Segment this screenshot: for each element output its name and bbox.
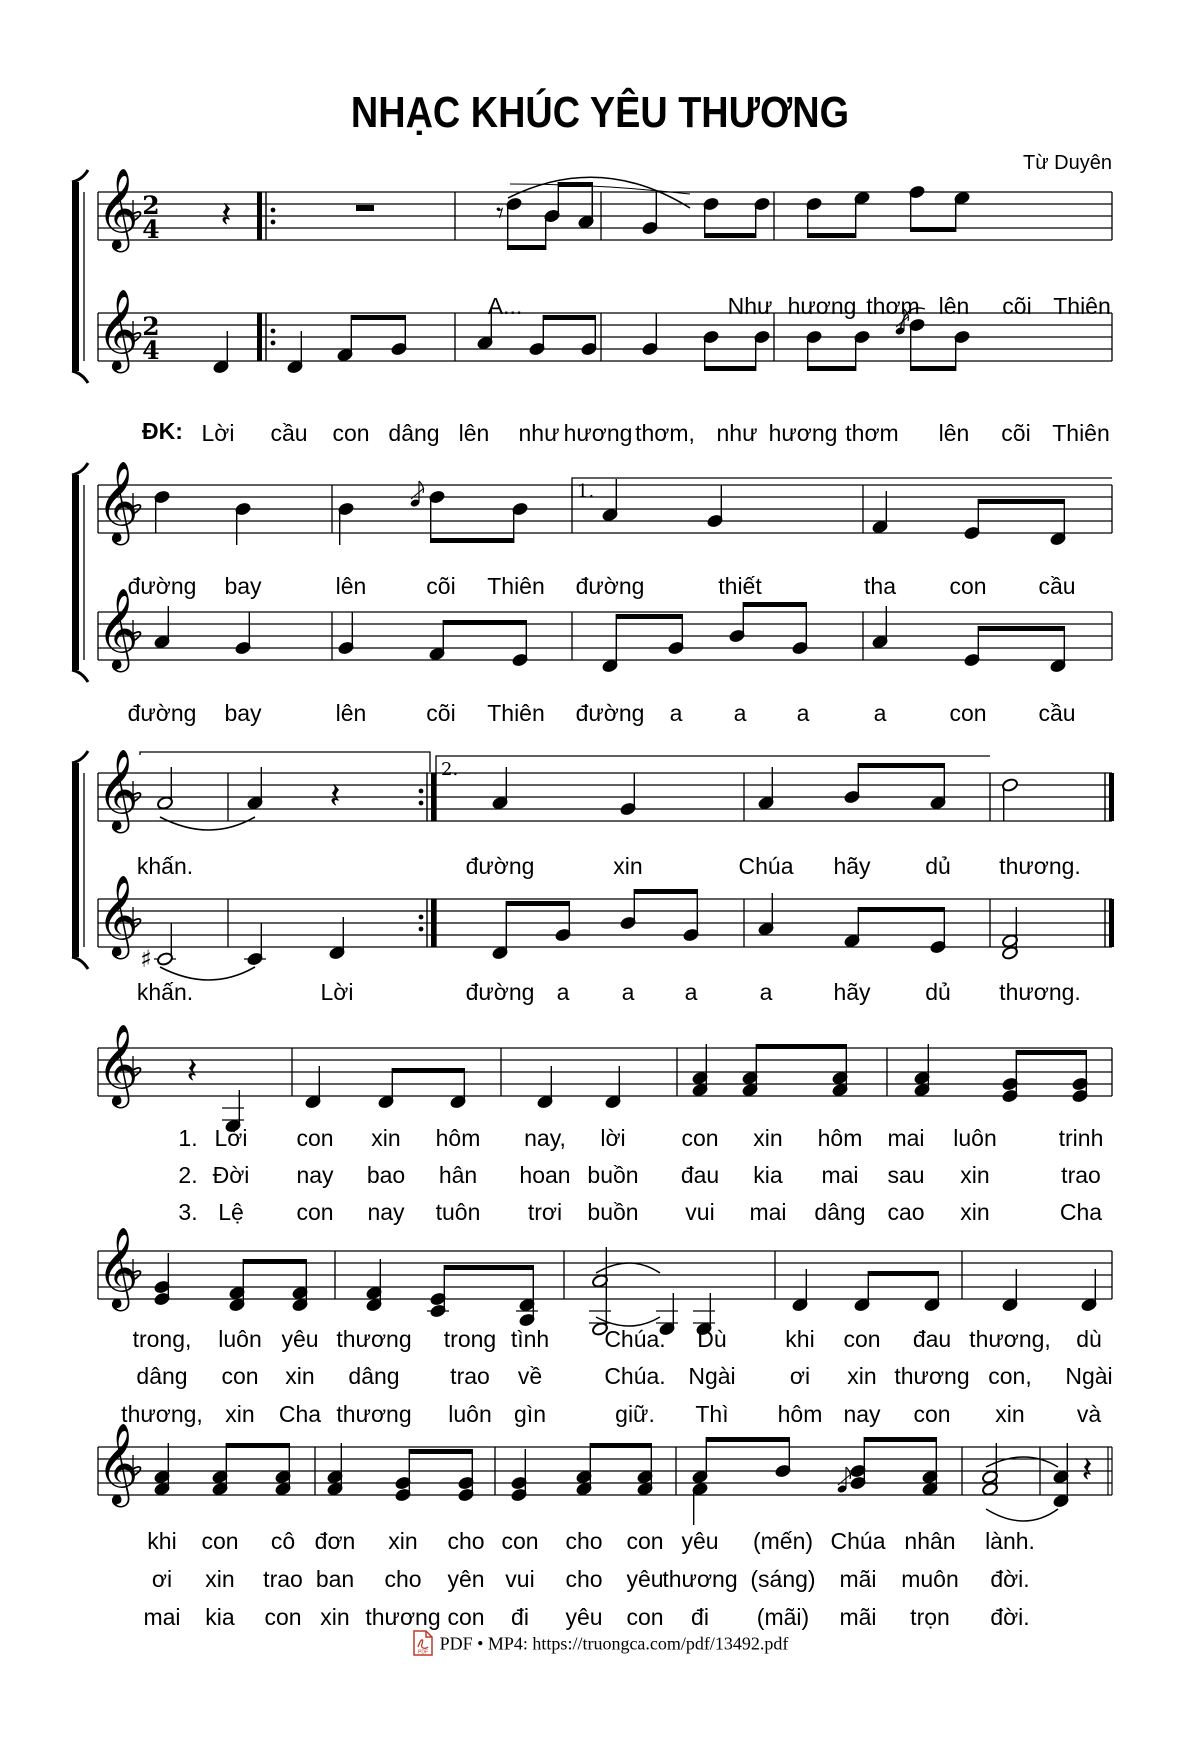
lyric-syllable: như — [716, 420, 758, 446]
lyric-syllable: xin — [320, 1604, 350, 1630]
repeat-barline — [257, 192, 262, 240]
lyric-syllable: buồn — [587, 1199, 639, 1225]
song-title: NHẠC KHÚC YÊU THƯƠNG — [350, 88, 850, 137]
note-beam — [978, 626, 1064, 631]
lyric-syllable: hôm — [777, 1401, 823, 1427]
lyric-syllable: cõi — [426, 573, 456, 599]
lyric-syllable: con — [626, 1604, 664, 1630]
repeat-dot — [271, 341, 276, 346]
lyric-syllable: đi — [691, 1604, 709, 1630]
lyric-syllable: đường — [127, 700, 197, 726]
lyric-syllable: (sáng) — [750, 1566, 816, 1592]
lyric-syllable: như — [518, 420, 560, 446]
lyric-syllable: dâng — [348, 1363, 400, 1389]
note-beam — [911, 227, 956, 232]
lyric-syllable: hôm — [435, 1125, 481, 1151]
lyric-syllable: Ngài — [688, 1363, 736, 1389]
lyric-syllable: kia — [205, 1604, 235, 1630]
lyric-syllable: cõi — [426, 700, 456, 726]
lyric-syllable: cho — [384, 1566, 422, 1592]
note-beam — [756, 1044, 846, 1049]
lyric-syllable: a — [873, 700, 887, 726]
lyric-syllable: yêu — [626, 1566, 664, 1592]
lyric-syllable: con — [681, 1125, 719, 1151]
note-beam — [1016, 1050, 1086, 1055]
lyric-syllable: Lời — [214, 1125, 248, 1151]
lyric-syllable: hôm — [817, 1125, 863, 1151]
treble-clef-icon: 𝄞 — [97, 587, 139, 670]
svg-text:PDF: PDF — [417, 1649, 428, 1656]
quarter-rest-icon: 𝄽 — [220, 194, 232, 236]
lyric-syllable: ơi — [151, 1566, 173, 1592]
lyric-syllable: xin — [960, 1162, 990, 1188]
lyric-syllable: yên — [447, 1566, 485, 1592]
repeat-dot — [419, 801, 424, 806]
lyric-syllable: 3. — [178, 1199, 198, 1225]
lyric-syllable: cầu — [1038, 573, 1076, 599]
lyric-syllable: con — [501, 1528, 539, 1554]
lyric-syllable: a — [796, 700, 810, 726]
lyric-syllable: kia — [753, 1162, 783, 1188]
lyric-syllable: trong, — [132, 1326, 192, 1352]
lyric-syllable: vui — [685, 1199, 715, 1225]
lyric-syllable: xin — [225, 1401, 255, 1427]
time-signature-top: 2 — [142, 312, 160, 341]
lyric-syllable: bay — [224, 573, 262, 599]
system-bracket — [72, 763, 79, 957]
treble-clef-icon: 𝄞 — [97, 748, 139, 831]
lyric-syllable: lên — [335, 700, 367, 726]
volta-label: 2. — [441, 759, 459, 780]
note-beam — [616, 614, 682, 619]
lyric-syllable: gìn — [514, 1401, 546, 1427]
lyric-syllable: trơi — [527, 1199, 563, 1225]
lyric-syllable: đời. — [990, 1604, 1030, 1630]
lyric-syllable: a — [759, 979, 773, 1005]
lyric-syllable: nay — [367, 1199, 405, 1225]
note-beam — [858, 907, 944, 912]
lyric-syllable: dâng — [136, 1363, 188, 1389]
lyric-syllable: thương — [365, 1604, 441, 1630]
repeat-dot — [271, 208, 276, 213]
note-beam — [444, 1265, 533, 1270]
lyric-syllable: con — [626, 1528, 664, 1554]
lyric-syllable: giữ. — [615, 1401, 655, 1427]
system-bracket — [72, 463, 88, 475]
lyric-syllable: a — [733, 700, 747, 726]
lyric-syllable: đường — [465, 853, 535, 879]
note-beam — [705, 233, 756, 238]
system-bracket — [72, 170, 88, 182]
lyric-syllable: Thì — [695, 1401, 729, 1427]
note-beam — [508, 245, 546, 250]
lyric-syllable: Thiên — [487, 573, 545, 599]
lyric-syllable: Thiên — [1053, 293, 1111, 319]
lyric-syllable: Ngài — [1065, 1363, 1113, 1389]
treble-clef-icon: 𝄞 — [97, 460, 139, 543]
system-bracket — [72, 670, 88, 682]
lyric-syllable: Thiên — [1052, 420, 1110, 446]
lyric-syllable: hoan — [519, 1162, 571, 1188]
lyric-syllable: bay — [224, 700, 262, 726]
eighth-rest-icon: 𝄾 — [496, 196, 504, 232]
lyric-syllable: dâng — [388, 420, 440, 446]
lyric-syllable: con, — [988, 1363, 1032, 1389]
lyric-syllable: thiết — [718, 573, 762, 599]
lyric-syllable: thương. — [999, 979, 1081, 1005]
lyric-syllable: thơm — [845, 420, 899, 446]
note-beam — [868, 1271, 938, 1276]
lyric-syllable: sau — [887, 1162, 925, 1188]
footer-link[interactable] — [0, 1630, 1200, 1661]
note-beam — [743, 602, 806, 607]
lyric-syllable: con — [201, 1528, 239, 1554]
lyric-syllable: trong — [443, 1326, 497, 1352]
lyric-syllable: lời — [600, 1125, 626, 1151]
lyric-syllable: mãi — [839, 1566, 877, 1592]
slur-tie — [986, 1509, 1058, 1521]
quarter-rest-icon: 𝄽 — [186, 1050, 198, 1092]
lyric-syllable: Lời — [201, 420, 235, 446]
repeat-dot — [419, 927, 424, 932]
lyric-syllable: xin — [995, 1401, 1025, 1427]
lyric-syllable: thương — [894, 1363, 970, 1389]
lyric-syllable: mai — [749, 1199, 787, 1225]
lyric-syllable: Chúa. — [604, 1326, 666, 1352]
lyric-syllable: con — [296, 1199, 334, 1225]
note-beam — [431, 538, 514, 543]
lyric-syllable: Cha — [1059, 1199, 1103, 1225]
lyric-syllable: nay — [843, 1401, 881, 1427]
lyric-syllable: xin — [371, 1125, 401, 1151]
treble-clef-icon: 𝄞 — [97, 874, 139, 957]
volta-bracket — [140, 752, 430, 772]
lyric-syllable: khi — [785, 1326, 815, 1352]
lyric-syllable: a — [621, 979, 635, 1005]
repeat-dot — [419, 915, 424, 920]
lyric-syllable: xin — [613, 853, 643, 879]
slur-tie — [160, 817, 255, 830]
footer-text: PDF • MP4: https://truongca.com/pdf/13492.pdf — [439, 1633, 789, 1654]
lyric-syllable: Lời — [320, 979, 354, 1005]
treble-clef-icon: 𝄞 — [97, 288, 139, 371]
lyric-syllable: xin — [388, 1528, 418, 1554]
note-beam — [706, 1437, 789, 1442]
lyric-syllable: đường — [465, 979, 535, 1005]
lyric-syllable: ơi — [789, 1363, 811, 1389]
lyric-syllable: mãi — [839, 1604, 877, 1630]
note-beam — [864, 1437, 936, 1442]
quarter-rest-icon: 𝄽 — [1081, 1449, 1093, 1491]
lyric-syllable: hương — [768, 420, 838, 446]
lyric-syllable: yêu — [565, 1604, 603, 1630]
lyric-syllable: con — [949, 573, 987, 599]
lyric-syllable: muôn — [901, 1566, 959, 1592]
volta-bracket — [572, 478, 1112, 498]
system-bracket — [72, 371, 88, 383]
system-bracket — [72, 182, 79, 371]
lyric-syllable: hân — [438, 1162, 478, 1188]
lyric-syllable: cho — [565, 1528, 603, 1554]
lyric-syllable: yêu — [281, 1326, 319, 1352]
lyric-syllable: a — [684, 979, 698, 1005]
lyric-syllable: Lệ — [218, 1199, 244, 1225]
lyric-syllable: khấn. — [136, 853, 194, 879]
lyric-syllable: đơn — [314, 1528, 356, 1554]
lyric-syllable: con — [949, 700, 987, 726]
lyric-syllable: dù — [1076, 1326, 1102, 1352]
lyric-syllable: nay, — [524, 1125, 566, 1151]
lyric-syllable: thơm, — [635, 420, 695, 446]
lyric-syllable: thơm — [866, 293, 920, 319]
lyric-syllable: lên — [335, 573, 367, 599]
final-barline — [1109, 773, 1114, 821]
lyric-syllable: đau — [912, 1326, 952, 1352]
refrain-label: ĐK: — [142, 418, 183, 444]
sharp-sign: ♯ — [140, 945, 152, 973]
lyric-syllable: trao — [1061, 1162, 1101, 1188]
treble-clef-icon: 𝄞 — [97, 1023, 139, 1106]
lyric-syllable: yêu — [681, 1528, 719, 1554]
lyric-syllable: ban — [315, 1566, 355, 1592]
lyric-syllable: tuôn — [435, 1199, 481, 1225]
time-signature-top: 2 — [142, 191, 160, 220]
lyric-syllable: cầu — [1038, 700, 1076, 726]
lyric-syllable: thương — [662, 1566, 738, 1592]
time-signature-bottom: 4 — [142, 215, 160, 244]
note-beam — [506, 901, 569, 906]
lyric-syllable: dủ — [925, 979, 951, 1005]
treble-clef-icon: 𝄞 — [97, 167, 139, 250]
pdf-file-icon — [412, 1630, 434, 1661]
lyric-syllable: cõi — [1001, 420, 1031, 446]
repeat-barline — [431, 773, 436, 821]
lyric-syllable: nhân — [904, 1528, 956, 1554]
lyric-syllable: cầu — [270, 420, 308, 446]
lyric-syllable: con — [264, 1604, 302, 1630]
lyric-syllable: xin — [285, 1363, 315, 1389]
lyric-syllable: bao — [366, 1162, 406, 1188]
note-beam — [409, 1449, 472, 1454]
lyric-syllable: Như — [727, 293, 773, 319]
lyric-syllable: cô — [270, 1528, 296, 1554]
note-beam — [543, 315, 595, 320]
lyric-syllable: lành. — [985, 1528, 1035, 1554]
repeat-dot — [271, 220, 276, 225]
lyric-syllable: dâng — [814, 1199, 866, 1225]
time-signature-bottom: 4 — [142, 336, 160, 365]
volta-label: 1. — [577, 481, 595, 502]
lyric-syllable: đời. — [990, 1566, 1030, 1592]
note-beam — [911, 366, 956, 371]
repeat-barline — [257, 313, 262, 361]
lyric-syllable: lên — [938, 420, 970, 446]
note-beam — [243, 1259, 306, 1264]
lyric-syllable: a — [669, 700, 683, 726]
lyric-syllable: đường — [127, 573, 197, 599]
repeat-barline — [431, 899, 436, 947]
lyric-syllable: cao — [887, 1199, 925, 1225]
lyric-syllable: lên — [938, 293, 970, 319]
lyric-syllable: cõi — [1002, 293, 1032, 319]
lyric-syllable: đường — [575, 700, 645, 726]
note-beam — [858, 763, 944, 768]
lyric-syllable: Chúa. — [604, 1363, 666, 1389]
lyric-syllable: cho — [565, 1566, 603, 1592]
lyric-syllable: mai — [821, 1162, 859, 1188]
lyric-syllable: mai — [887, 1125, 925, 1151]
treble-clef-icon: 𝄞 — [97, 1226, 139, 1309]
lyric-syllable: lên — [458, 420, 490, 446]
lyric-syllable: hương — [563, 420, 633, 446]
lyric-syllable: xin — [205, 1566, 235, 1592]
lyric-syllable: xin — [847, 1363, 877, 1389]
lyric-syllable: thương — [336, 1326, 412, 1352]
note-beam — [443, 620, 526, 625]
lyric-syllable: luôn — [218, 1326, 262, 1352]
note-beam — [634, 889, 697, 894]
note-beam — [808, 366, 856, 371]
lyric-syllable: trọn — [910, 1604, 950, 1630]
lyric-syllable: vui — [505, 1566, 535, 1592]
lyric-syllable: khi — [147, 1528, 177, 1554]
whole-rest — [356, 205, 374, 211]
lyric-syllable: nay — [296, 1162, 334, 1188]
lyric-syllable: a — [556, 979, 570, 1005]
repeat-dot — [271, 329, 276, 334]
lyric-syllable: đau — [680, 1162, 720, 1188]
lyric-syllable: con — [221, 1363, 259, 1389]
lyric-syllable: hương — [787, 293, 857, 319]
lyric-syllable: con — [296, 1125, 334, 1151]
lyric-syllable: 1. — [178, 1125, 198, 1151]
note-beam — [226, 1443, 289, 1448]
note-beam — [808, 233, 856, 238]
lyric-syllable: khấn. — [136, 979, 194, 1005]
lyric-syllable: (mãi) — [756, 1604, 810, 1630]
lyric-syllable: tha — [864, 573, 896, 599]
lyric-syllable: Cha — [278, 1401, 322, 1427]
lyric-syllable: thương. — [999, 853, 1081, 879]
lyric-syllable: hãy — [833, 853, 871, 879]
note-beam — [351, 315, 405, 320]
lyric-syllable: Thiên — [487, 700, 545, 726]
quarter-rest-icon: 𝄽 — [329, 775, 341, 817]
lyric-syllable: Chúa — [830, 1528, 886, 1554]
lyric-syllable: trao — [450, 1363, 490, 1389]
lyric-syllable: 2. — [178, 1162, 198, 1188]
lyric-syllable: A... — [487, 293, 523, 319]
lyric-syllable: trinh — [1058, 1125, 1104, 1151]
system-bracket — [72, 957, 88, 969]
note-beam — [392, 1068, 464, 1073]
lyric-syllable: thương, — [121, 1401, 203, 1427]
lyric-syllable: luôn — [953, 1125, 997, 1151]
lyric-syllable: thương, — [969, 1326, 1051, 1352]
lyric-syllable: trao — [263, 1566, 303, 1592]
lyric-syllable: dủ — [925, 853, 951, 879]
lyric-syllable: con — [913, 1401, 951, 1427]
treble-clef-icon: 𝄞 — [97, 1422, 139, 1505]
composer-name: Từ Duyên — [1023, 152, 1112, 174]
lyric-syllable: luôn — [448, 1401, 492, 1427]
lyric-syllable: con — [843, 1326, 881, 1352]
lyric-syllable: (mến) — [752, 1528, 814, 1554]
lyric-syllable: con — [447, 1604, 485, 1630]
system-bracket — [72, 751, 88, 763]
lyric-syllable: Đời — [212, 1162, 250, 1188]
final-barline — [1109, 899, 1114, 947]
lyric-syllable: con — [332, 420, 370, 446]
lyric-syllable: hãy — [833, 979, 871, 1005]
lyric-syllable: Dù — [697, 1326, 727, 1352]
lyric-syllable: buồn — [587, 1162, 639, 1188]
lyric-syllable: xin — [753, 1125, 783, 1151]
lyric-syllable: đường — [575, 573, 645, 599]
lyric-syllable: cho — [447, 1528, 485, 1554]
lyric-syllable: về — [517, 1363, 543, 1389]
note-beam — [590, 1443, 651, 1448]
lyric-syllable: thương — [336, 1401, 412, 1427]
note-beam — [978, 499, 1064, 504]
repeat-dot — [419, 789, 424, 794]
lyric-syllable: đi — [511, 1604, 529, 1630]
system-bracket — [72, 475, 79, 670]
lyric-syllable: tình — [510, 1326, 550, 1352]
note-beam — [705, 366, 756, 371]
lyric-syllable: và — [1076, 1401, 1102, 1427]
lyric-syllable: mai — [143, 1604, 181, 1630]
lyric-syllable: Chúa — [738, 853, 794, 879]
lyric-syllable: xin — [960, 1199, 990, 1225]
